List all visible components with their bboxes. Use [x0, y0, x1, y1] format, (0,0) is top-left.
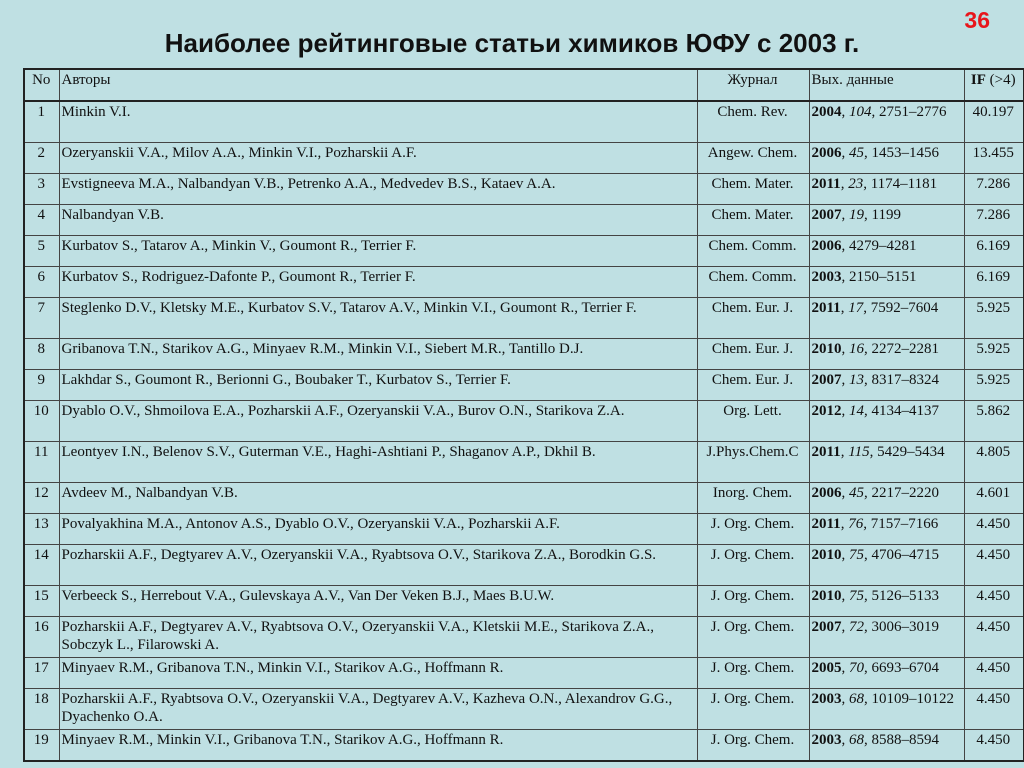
cell-authors: Pozharskii A.F., Ryabtsova O.V., Ozeryanskii V.A., Degtyarev A.V., Kazheva O.N., Alexandrov G.G., Dyachenko O.A.	[59, 689, 697, 730]
cell-no: 12	[24, 483, 59, 514]
header-impact-factor	[964, 69, 1024, 101]
cell-impact-factor: 6.169	[964, 236, 1024, 267]
cell-pub-data	[809, 545, 964, 586]
table-header-row	[24, 69, 1024, 101]
table-row	[24, 483, 1024, 514]
cell-no: 16	[24, 617, 59, 658]
cell-authors: Leontyev I.N., Belenov S.V., Guterman V.E., Haghi-Ashtiani P., Shaganov A.P., Dkhil B.	[59, 442, 697, 483]
pub-sep: ,	[841, 341, 849, 357]
pub-volume: 68	[849, 691, 864, 707]
cell-impact-factor: 4.601	[964, 483, 1024, 514]
cell-impact-factor: 5.925	[964, 370, 1024, 401]
pub-sep: ,	[841, 732, 849, 748]
pub-pages: , 2150–5151	[841, 269, 917, 285]
cell-pub-data	[809, 658, 964, 689]
pub-pages: , 1453–1456	[864, 145, 939, 161]
header-pub-data: Вых. данные	[809, 69, 964, 101]
pub-year: 2007	[811, 619, 842, 635]
cell-authors: Povalyakhina M.A., Antonov A.S., Dyablo O.V., Ozeryanskii V.A., Pozharskii A.F.	[59, 514, 697, 545]
cell-journal: Chem. Rev.	[697, 101, 809, 143]
cell-journal: Angew. Chem.	[697, 143, 809, 174]
cell-authors: Minyaev R.M., Gribanova T.N., Minkin V.I., Starikov A.G., Hoffmann R.	[59, 658, 697, 689]
cell-authors: Kurbatov S., Tatarov A., Minkin V., Goumont R., Terrier F.	[59, 236, 697, 267]
pub-sep: ,	[841, 104, 849, 120]
header-if-suffix: (>4)	[985, 72, 1016, 88]
cell-impact-factor: 5.925	[964, 339, 1024, 370]
pub-sep: ,	[841, 207, 849, 223]
cell-no: 19	[24, 730, 59, 762]
pub-year: 2004	[811, 104, 842, 120]
pub-volume: 70	[849, 660, 864, 676]
table-row	[24, 545, 1024, 586]
pub-year: 2007	[811, 372, 842, 388]
cell-journal: J. Org. Chem.	[697, 514, 809, 545]
pub-pages: , 1199	[864, 207, 901, 223]
pub-sep: ,	[841, 691, 849, 707]
pub-pages: , 2272–2281	[864, 341, 939, 357]
table-row	[24, 514, 1024, 545]
pub-year: 2006	[811, 238, 842, 254]
cell-authors: Pozharskii A.F., Degtyarev A.V., Ozeryanskii V.A., Ryabtsova O.V., Starikova Z.A., Borodkin G.S.	[59, 545, 697, 586]
pub-pages: , 6693–6704	[864, 660, 939, 676]
cell-authors: Kurbatov S., Rodriguez-Dafonte P., Goumont R., Terrier F.	[59, 267, 697, 298]
pub-pages: , 10109–10122	[864, 691, 954, 707]
pub-year: 2012	[811, 403, 842, 419]
cell-impact-factor: 4.450	[964, 730, 1024, 762]
cell-journal: Chem. Comm.	[697, 267, 809, 298]
pub-volume: 68	[849, 732, 864, 748]
cell-authors: Avdeev M., Nalbandyan V.B.	[59, 483, 697, 514]
pub-volume: 115	[848, 444, 870, 460]
pub-volume: 45	[849, 145, 864, 161]
cell-authors: Steglenko D.V., Kletsky M.E., Kurbatov S.V., Tatarov A.V., Minkin V.I., Goumont R., Terrier F.	[59, 298, 697, 339]
cell-impact-factor: 4.450	[964, 658, 1024, 689]
pub-volume: 104	[849, 104, 872, 120]
cell-journal: Inorg. Chem.	[697, 483, 809, 514]
cell-impact-factor: 4.450	[964, 545, 1024, 586]
cell-pub-data	[809, 586, 964, 617]
publications-table	[23, 68, 1024, 762]
table-row	[24, 730, 1024, 762]
slide-number: 36	[964, 7, 990, 33]
cell-journal: Chem. Comm.	[697, 236, 809, 267]
cell-no: 17	[24, 658, 59, 689]
pub-sep: ,	[840, 300, 849, 316]
cell-no: 3	[24, 174, 59, 205]
cell-pub-data	[809, 101, 964, 143]
cell-journal: J. Org. Chem.	[697, 658, 809, 689]
cell-pub-data	[809, 617, 964, 658]
pub-volume: 17	[848, 300, 864, 316]
table-row	[24, 370, 1024, 401]
pub-sep: ,	[841, 145, 849, 161]
cell-impact-factor: 4.450	[964, 689, 1024, 730]
pub-volume: 14	[849, 403, 864, 419]
cell-authors: Gribanova T.N., Starikov A.G., Minyaev R.M., Minkin V.I., Siebert M.R., Tantillo D.J.	[59, 339, 697, 370]
cell-no: 10	[24, 401, 59, 442]
table-row	[24, 174, 1024, 205]
pub-volume: 76	[848, 516, 864, 532]
cell-pub-data	[809, 730, 964, 762]
cell-journal: Chem. Eur. J.	[697, 298, 809, 339]
cell-impact-factor: 7.286	[964, 205, 1024, 236]
table-row	[24, 586, 1024, 617]
pub-pages: , 2751–2776	[871, 104, 947, 120]
cell-pub-data	[809, 174, 964, 205]
cell-pub-data	[809, 370, 964, 401]
cell-no: 7	[24, 298, 59, 339]
pub-year: 2011	[811, 300, 841, 316]
pub-volume: 72	[849, 619, 864, 635]
pub-sep: ,	[841, 547, 849, 563]
pub-sep: ,	[841, 588, 849, 604]
pub-sep: ,	[841, 403, 849, 419]
cell-pub-data	[809, 205, 964, 236]
pub-pages: , 8317–8324	[864, 372, 939, 388]
cell-no: 1	[24, 101, 59, 143]
cell-no: 6	[24, 267, 59, 298]
pub-sep: ,	[840, 516, 849, 532]
pub-volume: 13	[849, 372, 864, 388]
cell-pub-data	[809, 298, 964, 339]
table-row	[24, 689, 1024, 730]
table-row	[24, 298, 1024, 339]
cell-journal: Org. Lett.	[697, 401, 809, 442]
pub-pages: , 4134–4137	[864, 403, 939, 419]
cell-journal: J. Org. Chem.	[697, 617, 809, 658]
cell-impact-factor: 4.450	[964, 514, 1024, 545]
table-row	[24, 658, 1024, 689]
cell-impact-factor: 4.450	[964, 617, 1024, 658]
table-row	[24, 236, 1024, 267]
pub-sep: ,	[841, 619, 849, 635]
cell-pub-data	[809, 267, 964, 298]
cell-authors: Dyablo O.V., Shmoilova E.A., Pozharskii A.F., Ozeryanskii V.A., Burov O.N., Starikova Z.A.	[59, 401, 697, 442]
table-row	[24, 339, 1024, 370]
pub-year: 2007	[811, 207, 842, 223]
header-authors: Авторы	[59, 69, 697, 101]
cell-no: 8	[24, 339, 59, 370]
pub-year: 2003	[811, 732, 842, 748]
cell-authors: Minkin V.I.	[59, 101, 697, 143]
pub-pages: , 7592–7604	[863, 300, 939, 316]
cell-authors: Nalbandyan V.B.	[59, 205, 697, 236]
cell-journal: J. Org. Chem.	[697, 689, 809, 730]
pub-pages: , 8588–8594	[864, 732, 939, 748]
cell-authors: Ozeryanskii V.A., Milov A.A., Minkin V.I., Pozharskii A.F.	[59, 143, 697, 174]
pub-year: 2011	[811, 176, 841, 192]
cell-journal: Chem. Eur. J.	[697, 370, 809, 401]
cell-impact-factor: 4.805	[964, 442, 1024, 483]
pub-pages: , 3006–3019	[864, 619, 939, 635]
cell-no: 14	[24, 545, 59, 586]
pub-sep: ,	[840, 444, 849, 460]
pub-year: 2003	[811, 691, 842, 707]
cell-impact-factor: 4.450	[964, 586, 1024, 617]
pub-sep: ,	[840, 176, 849, 192]
header-journal: Журнал	[697, 69, 809, 101]
table-row	[24, 401, 1024, 442]
pub-volume: 45	[849, 485, 864, 501]
header-if-label: IF	[970, 72, 986, 88]
cell-no: 4	[24, 205, 59, 236]
cell-pub-data	[809, 401, 964, 442]
pub-year: 2010	[811, 547, 842, 563]
pub-year: 2010	[811, 588, 842, 604]
cell-no: 5	[24, 236, 59, 267]
table-row	[24, 101, 1024, 143]
cell-journal: J. Org. Chem.	[697, 586, 809, 617]
cell-pub-data	[809, 236, 964, 267]
pub-pages: , 4706–4715	[864, 547, 939, 563]
cell-impact-factor: 6.169	[964, 267, 1024, 298]
pub-sep: ,	[841, 372, 849, 388]
pub-pages: , 5126–5133	[864, 588, 939, 604]
cell-impact-factor: 13.455	[964, 143, 1024, 174]
pub-year: 2006	[811, 485, 842, 501]
pub-sep: ,	[841, 485, 849, 501]
cell-pub-data	[809, 483, 964, 514]
cell-pub-data	[809, 442, 964, 483]
pub-sep: ,	[841, 660, 849, 676]
pub-year: 2005	[811, 660, 842, 676]
pub-pages: , 2217–2220	[864, 485, 939, 501]
cell-no: 15	[24, 586, 59, 617]
cell-authors: Minyaev R.M., Minkin V.I., Gribanova T.N., Starikov A.G., Hoffmann R.	[59, 730, 697, 762]
cell-pub-data	[809, 514, 964, 545]
cell-authors: Pozharskii A.F., Degtyarev A.V., Ryabtsova O.V., Ozeryanskii V.A., Kletskii M.E., Starikova Z.A., Sobczyk L., Filarowski A.	[59, 617, 697, 658]
cell-no: 18	[24, 689, 59, 730]
cell-impact-factor: 5.862	[964, 401, 1024, 442]
pub-year: 2010	[811, 341, 842, 357]
cell-no: 9	[24, 370, 59, 401]
cell-authors: Lakhdar S., Goumont R., Berionni G., Boubaker T., Kurbatov S., Terrier F.	[59, 370, 697, 401]
cell-journal: J. Org. Chem.	[697, 545, 809, 586]
pub-volume: 19	[849, 207, 864, 223]
cell-no: 11	[24, 442, 59, 483]
cell-authors: Verbeeck S., Herrebout V.A., Gulevskaya A.V., Van Der Veken B.J., Maes B.U.W.	[59, 586, 697, 617]
header-no: No	[24, 69, 59, 101]
table-row	[24, 267, 1024, 298]
pub-year: 2003	[811, 269, 842, 285]
table-row	[24, 617, 1024, 658]
cell-pub-data	[809, 689, 964, 730]
cell-pub-data	[809, 339, 964, 370]
pub-volume: 75	[849, 547, 864, 563]
cell-impact-factor: 7.286	[964, 174, 1024, 205]
cell-journal: J.Phys.Chem.C	[697, 442, 809, 483]
cell-no: 13	[24, 514, 59, 545]
pub-volume: 75	[849, 588, 864, 604]
pub-pages: , 1174–1181	[863, 176, 938, 192]
cell-journal: Chem. Mater.	[697, 205, 809, 236]
cell-journal: J. Org. Chem.	[697, 730, 809, 762]
pub-pages: , 4279–4281	[841, 238, 917, 254]
slide-title: Наиболее рейтинговые статьи химиков ЮФУ с 2003 г.	[164, 28, 860, 58]
cell-no: 2	[24, 143, 59, 174]
cell-journal: Chem. Eur. J.	[697, 339, 809, 370]
cell-impact-factor: 5.925	[964, 298, 1024, 339]
cell-authors: Evstigneeva M.A., Nalbandyan V.B., Petrenko A.A., Medvedev B.S., Kataev A.A.	[59, 174, 697, 205]
cell-impact-factor: 40.197	[964, 101, 1024, 143]
pub-year: 2011	[811, 516, 841, 532]
pub-year: 2006	[811, 145, 842, 161]
pub-volume: 16	[849, 341, 864, 357]
table-row	[24, 205, 1024, 236]
cell-pub-data	[809, 143, 964, 174]
pub-pages: , 5429–5434	[869, 444, 945, 460]
pub-year: 2011	[811, 444, 841, 460]
table-row	[24, 442, 1024, 483]
cell-journal: Chem. Mater.	[697, 174, 809, 205]
table-row	[24, 143, 1024, 174]
pub-pages: , 7157–7166	[863, 516, 939, 532]
pub-volume: 23	[848, 176, 864, 192]
